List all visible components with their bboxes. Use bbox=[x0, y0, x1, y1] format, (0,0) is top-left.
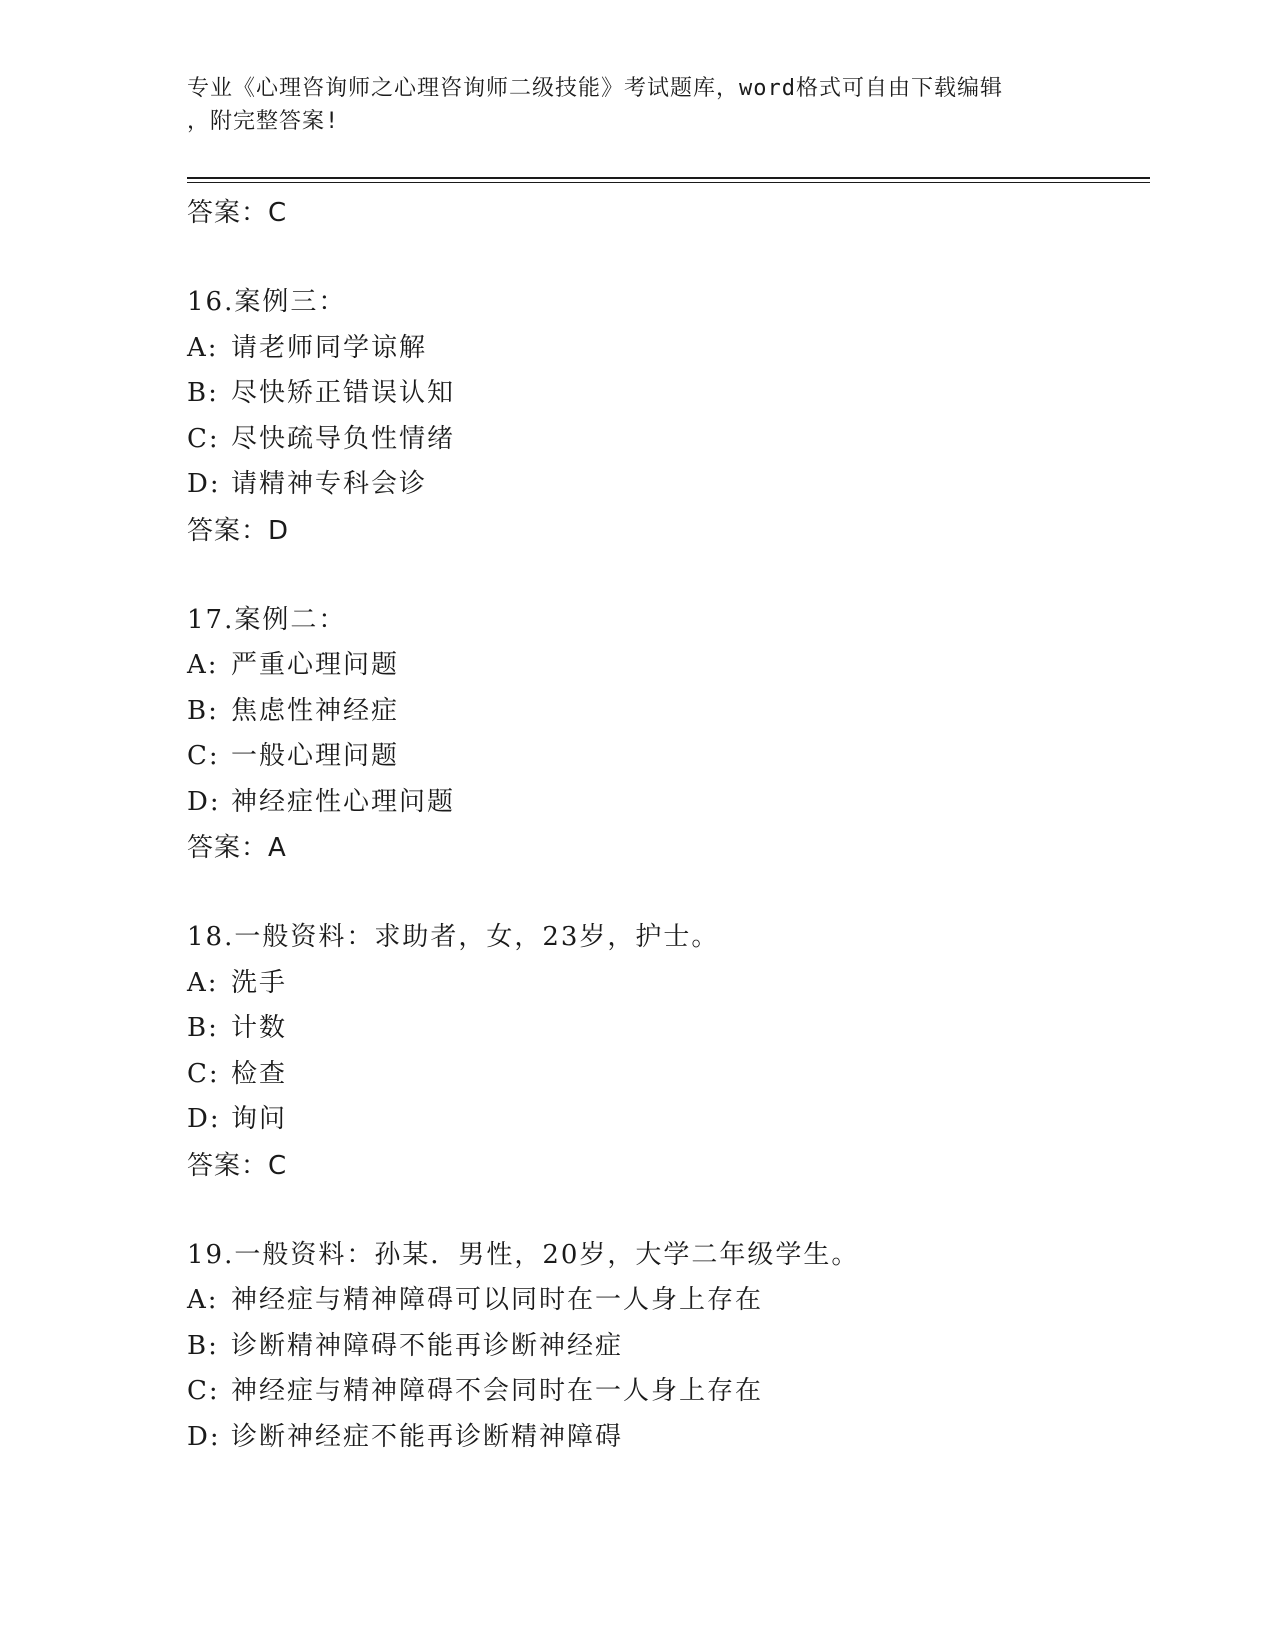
option-text: 洗手 bbox=[231, 967, 288, 998]
option-text: 严重心理问题 bbox=[231, 650, 400, 680]
option-key: B: bbox=[187, 1330, 219, 1361]
option-text: 检查 bbox=[231, 1058, 288, 1089]
option-c bbox=[187, 417, 1147, 463]
option-key: C: bbox=[187, 423, 220, 454]
option-key: D: bbox=[187, 1421, 221, 1452]
option-c bbox=[187, 1052, 1147, 1098]
option-text: 一般心理问题 bbox=[231, 741, 400, 771]
option-d bbox=[187, 1097, 1147, 1143]
option-key: B: bbox=[187, 378, 219, 408]
option-text: 请精神专科会诊 bbox=[231, 469, 428, 499]
document-header bbox=[187, 72, 1087, 138]
option-b bbox=[187, 689, 1147, 735]
option-text: 计数 bbox=[231, 1013, 288, 1043]
question-16 bbox=[187, 280, 1147, 554]
option-key: C: bbox=[187, 1376, 220, 1406]
option-d bbox=[187, 780, 1147, 826]
question-title: 19.一般资料：孙某．男性，20岁，大学二年级学生。 bbox=[187, 1239, 860, 1270]
question-title: 17.案例二： bbox=[187, 604, 347, 635]
option-text: 诊断神经症不能再诊断精神障碍 bbox=[231, 1421, 624, 1452]
option-key: D: bbox=[187, 469, 221, 499]
option-text: 询问 bbox=[231, 1104, 288, 1134]
question-title: 16.案例三： bbox=[187, 287, 347, 317]
option-a bbox=[187, 961, 1147, 1007]
option-b bbox=[187, 371, 1147, 417]
header-divider-thin bbox=[187, 182, 1150, 183]
option-a bbox=[187, 643, 1147, 689]
header-line-1: 专业《心理咨询师之心理咨询师二级技能》考试题库，word格式可自由下载编辑 bbox=[187, 76, 1003, 101]
header-line-2: ，附完整答案! bbox=[187, 109, 340, 134]
question-18 bbox=[187, 915, 1147, 1189]
answer-label: 答案：C bbox=[187, 198, 288, 228]
answer-label: 答案：A bbox=[187, 833, 287, 863]
option-key: C: bbox=[187, 741, 220, 771]
option-key: D: bbox=[187, 786, 221, 817]
option-key: A: bbox=[187, 650, 219, 680]
option-text: 请老师同学谅解 bbox=[231, 332, 428, 363]
option-key: B: bbox=[187, 695, 219, 726]
header-divider-thick bbox=[187, 177, 1150, 179]
option-text: 焦虑性神经症 bbox=[231, 695, 400, 726]
question-title: 18.一般资料：求助者，女，23岁，护士。 bbox=[187, 922, 720, 952]
option-a bbox=[187, 326, 1147, 372]
option-text: 尽快疏导负性情绪 bbox=[231, 423, 456, 454]
option-d bbox=[187, 1415, 1147, 1461]
option-key: D: bbox=[187, 1104, 221, 1134]
option-b bbox=[187, 1324, 1147, 1370]
option-text: 神经症性心理问题 bbox=[231, 786, 456, 817]
answer-label: 答案：C bbox=[187, 1150, 288, 1181]
option-b bbox=[187, 1006, 1147, 1052]
option-text: 尽快矫正错误认知 bbox=[231, 378, 456, 408]
option-d bbox=[187, 462, 1147, 508]
question-19 bbox=[187, 1233, 1147, 1461]
option-key: A: bbox=[187, 967, 219, 998]
option-key: A: bbox=[187, 332, 219, 363]
option-text: 神经症与精神障碍不会同时在一人身上存在 bbox=[231, 1376, 764, 1406]
question-17 bbox=[187, 598, 1147, 872]
question-list bbox=[187, 190, 1147, 1460]
option-key: C: bbox=[187, 1058, 220, 1089]
option-c bbox=[187, 1369, 1147, 1415]
option-key: A: bbox=[187, 1285, 219, 1315]
answer-label: 答案：D bbox=[187, 515, 290, 546]
option-text: 神经症与精神障碍可以同时在一人身上存在 bbox=[231, 1285, 764, 1315]
option-key: B: bbox=[187, 1013, 219, 1043]
option-text: 诊断精神障碍不能再诊断神经症 bbox=[231, 1330, 624, 1361]
option-c bbox=[187, 734, 1147, 780]
option-a bbox=[187, 1278, 1147, 1324]
